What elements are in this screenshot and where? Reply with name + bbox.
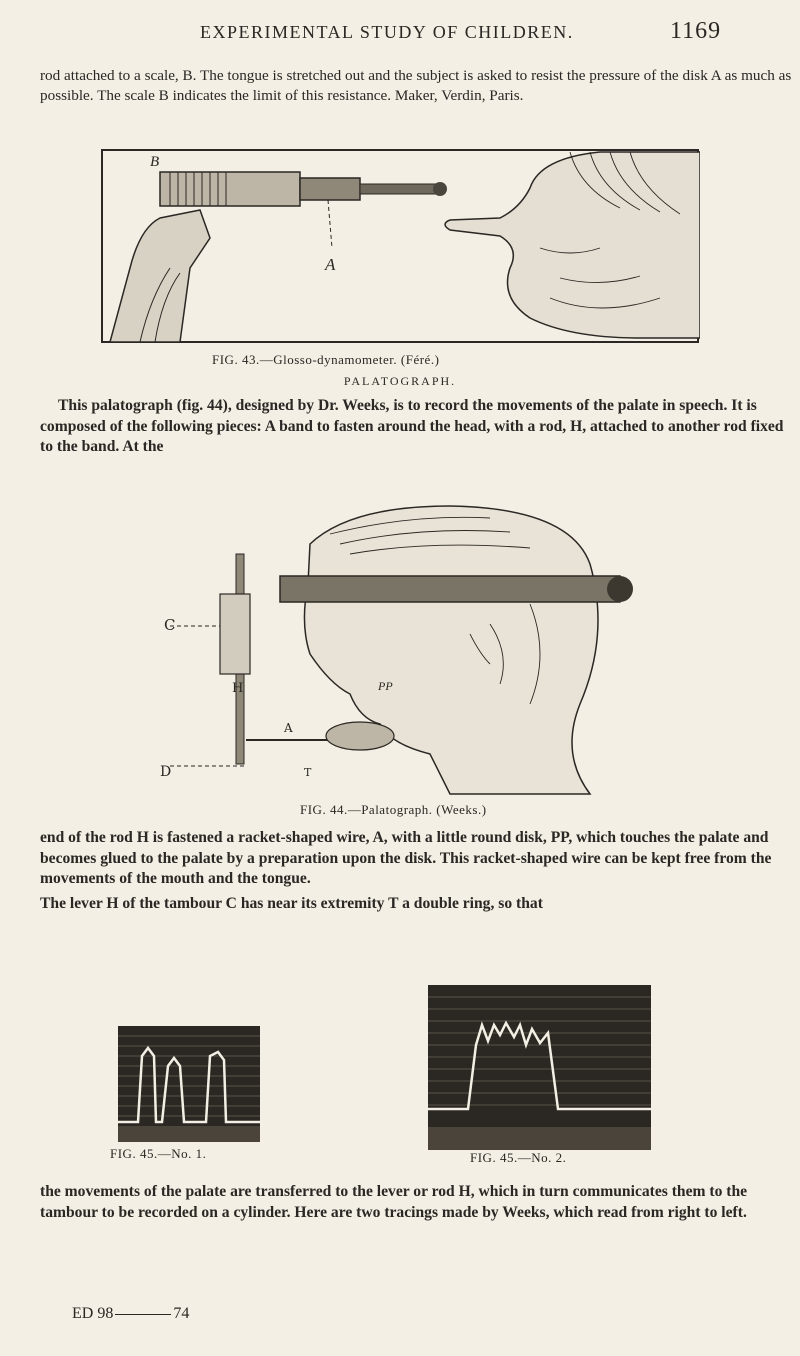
paragraph-1: rod attached to a scale, B. The tongue is stretched out and the subject is asked to resist the pressure of the disk A as much as possible. The scale B indicates the limit of this resistance. Maker, Verdin, Paris. bbox=[40, 67, 792, 104]
paragraph-4: The lever H of the tambour C has near its extremity T a double ring, so that bbox=[40, 895, 543, 912]
page-number: 1169 bbox=[670, 18, 722, 44]
fig43-label-b: B bbox=[150, 154, 160, 170]
palatograph-drawing bbox=[150, 504, 650, 800]
paragraph-5: the movements of the palate are transferred to the lever or rod H, which in turn communicates them to the tambour to be recorded on a cylinder. Here are two tracings made by Weeks, which read from right to left. bbox=[40, 1183, 748, 1221]
fig43-label-a: A bbox=[325, 255, 336, 274]
paragraph-3: end of the rod H is fastened a racket-shaped wire, A, with a little round disk, PP, which touches the palate and becomes glued to the palate by a preparation upon the disk. This racket-shaped wire can be kept free from the movements of the mouth and the tongue. bbox=[40, 829, 772, 887]
fig44-label-h: H bbox=[232, 681, 244, 696]
document-code bbox=[72, 1305, 189, 1323]
section-heading-palatograph: PALATOGRAPH. bbox=[343, 374, 457, 388]
running-head bbox=[0, 18, 800, 50]
figure-44-caption: FIG. 44.—Palatograph. (Weeks.) bbox=[300, 802, 487, 817]
glosso-dynamometer-drawing bbox=[100, 148, 700, 344]
fig44-label-d: D bbox=[160, 764, 172, 780]
figure-43-caption: FIG. 43.—Glosso-dynamometer. (Féré.) bbox=[212, 352, 440, 367]
fig44-label-t: T bbox=[304, 766, 312, 779]
tracing-no1-drawing bbox=[118, 1026, 260, 1142]
document-code-left: ED 98 bbox=[72, 1305, 114, 1322]
tracing-no2-drawing bbox=[428, 985, 651, 1150]
fig44-label-c: C bbox=[164, 616, 176, 634]
figure-45-no2-caption: FIG. 45.—No. 2. bbox=[470, 1150, 567, 1165]
running-title: EXPERIMENTAL STUDY OF CHILDREN. bbox=[200, 22, 574, 42]
fig44-label-pp: PP bbox=[378, 679, 393, 693]
figure-44-illustration bbox=[150, 504, 650, 800]
figure-45-no2-illustration bbox=[428, 985, 651, 1150]
figure-45-no1-illustration bbox=[118, 1026, 260, 1142]
paragraph-2: This palatograph (fig. 44), designed by Dr. Weeks, is to record the movements of the palate in speech. It is composed of the following pieces: A band to fasten around the head, with a rod, H, attached to another rod fixed to the band. At the bbox=[40, 397, 784, 455]
fig44-label-a: A bbox=[284, 721, 293, 735]
figure-45-no1-caption: FIG. 45.—No. 1. bbox=[110, 1146, 207, 1161]
document-code-rule bbox=[115, 1314, 171, 1315]
figure-43-illustration bbox=[100, 148, 700, 344]
document-code-right: 74 bbox=[173, 1305, 190, 1322]
